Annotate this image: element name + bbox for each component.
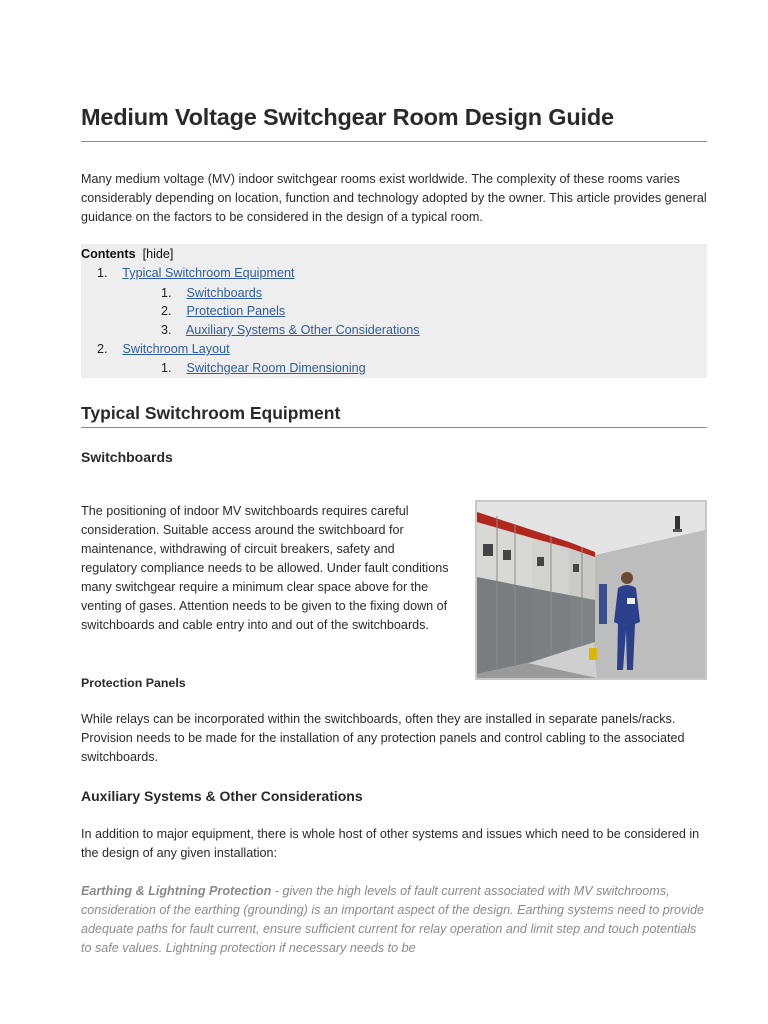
toc-link-switchboards[interactable]: Switchboards [186, 286, 263, 300]
subheading-protection-panels: Protection Panels [81, 676, 186, 690]
toc-item-switchroom-layout: 2. Switchroom Layout [97, 342, 230, 356]
toc-link-auxiliary-systems[interactable]: Auxiliary Systems & Other Considerations [185, 323, 420, 337]
table-of-contents [81, 244, 707, 378]
toc-hide-toggle[interactable]: [hide] [142, 247, 174, 261]
toc-link-protection-panels[interactable]: Protection Panels [186, 304, 286, 318]
switchgear-photo-illustration [477, 502, 705, 678]
protection-panels-paragraph: While relays can be incorporated within the switchboards, often they are installed in separate panels/racks. Provision needs to be made for the installation of any protection panels and control cabling to the associated switchboards. [81, 712, 685, 764]
subheading-switchboards: Switchboards [81, 449, 173, 465]
toc-item-auxiliary-systems: 3. Auxiliary Systems & Other Considerations [161, 323, 420, 337]
toc-item-protection-panels: 2. Protection Panels [161, 304, 286, 318]
toc-link-switchgear-room-dimensioning[interactable]: Switchgear Room Dimensioning [186, 361, 366, 375]
toc-link-switchroom-layout[interactable]: Switchroom Layout [122, 342, 230, 356]
toc-item-switchgear-room-dimensioning: 1. Switchgear Room Dimensioning [161, 361, 366, 375]
title-divider [81, 141, 707, 142]
intro-paragraph: Many medium voltage (MV) indoor switchgear rooms exist worldwide. The complexity of these rooms varies considerably depending on location, function and technology adopted by the owner. This article provides general guidance on the factors to be considered in the design of a typical room. [81, 172, 707, 224]
switchgear-room-photo [475, 500, 707, 680]
switchboards-paragraph: The positioning of indoor MV switchboards requires careful consideration. Suitable access around the switchboard for maintenance, withdrawing of circuit breakers, safety and regulatory compliance needs to be allowed. Under fault conditions many switchgear require a minimum clear space above for the venting of gases. Attention needs to be given to the fixing down of switchboards and cable entry into and out of the switchboards. [81, 504, 449, 632]
toc-link-typical-switchroom-equipment[interactable]: Typical Switchroom Equipment [122, 266, 295, 280]
toc-header [81, 247, 173, 261]
toc-heading: Contents [81, 247, 136, 261]
toc-item-typical-switchroom-equipment: 1. Typical Switchroom Equipment [97, 266, 295, 280]
earthing-paragraph [81, 882, 707, 958]
section-heading-typical-switchroom-equipment: Typical Switchroom Equipment [81, 403, 341, 423]
toc-item-switchboards: 1. Switchboards [161, 286, 263, 300]
auxiliary-paragraph: In addition to major equipment, there is whole host of other systems and issues which need to be considered in the design of any given installation: [81, 827, 700, 860]
earthing-label: Earthing & Lightning Protection [81, 884, 272, 898]
earthing-text: - given the high levels of fault current associated with MV switchrooms, consideration of the earthing (grounding) is an important aspect of the design. Earthing systems need to provide adequate paths for fault current, ensure sufficient current for relay operation and limit step and touch potentials to safe values. Lightning protection if necessary needs to be [81, 884, 705, 955]
page-title: Medium Voltage Switchgear Room Design Guide [81, 104, 614, 130]
section-divider [81, 427, 707, 428]
subheading-auxiliary-systems: Auxiliary Systems & Other Considerations [81, 788, 363, 804]
